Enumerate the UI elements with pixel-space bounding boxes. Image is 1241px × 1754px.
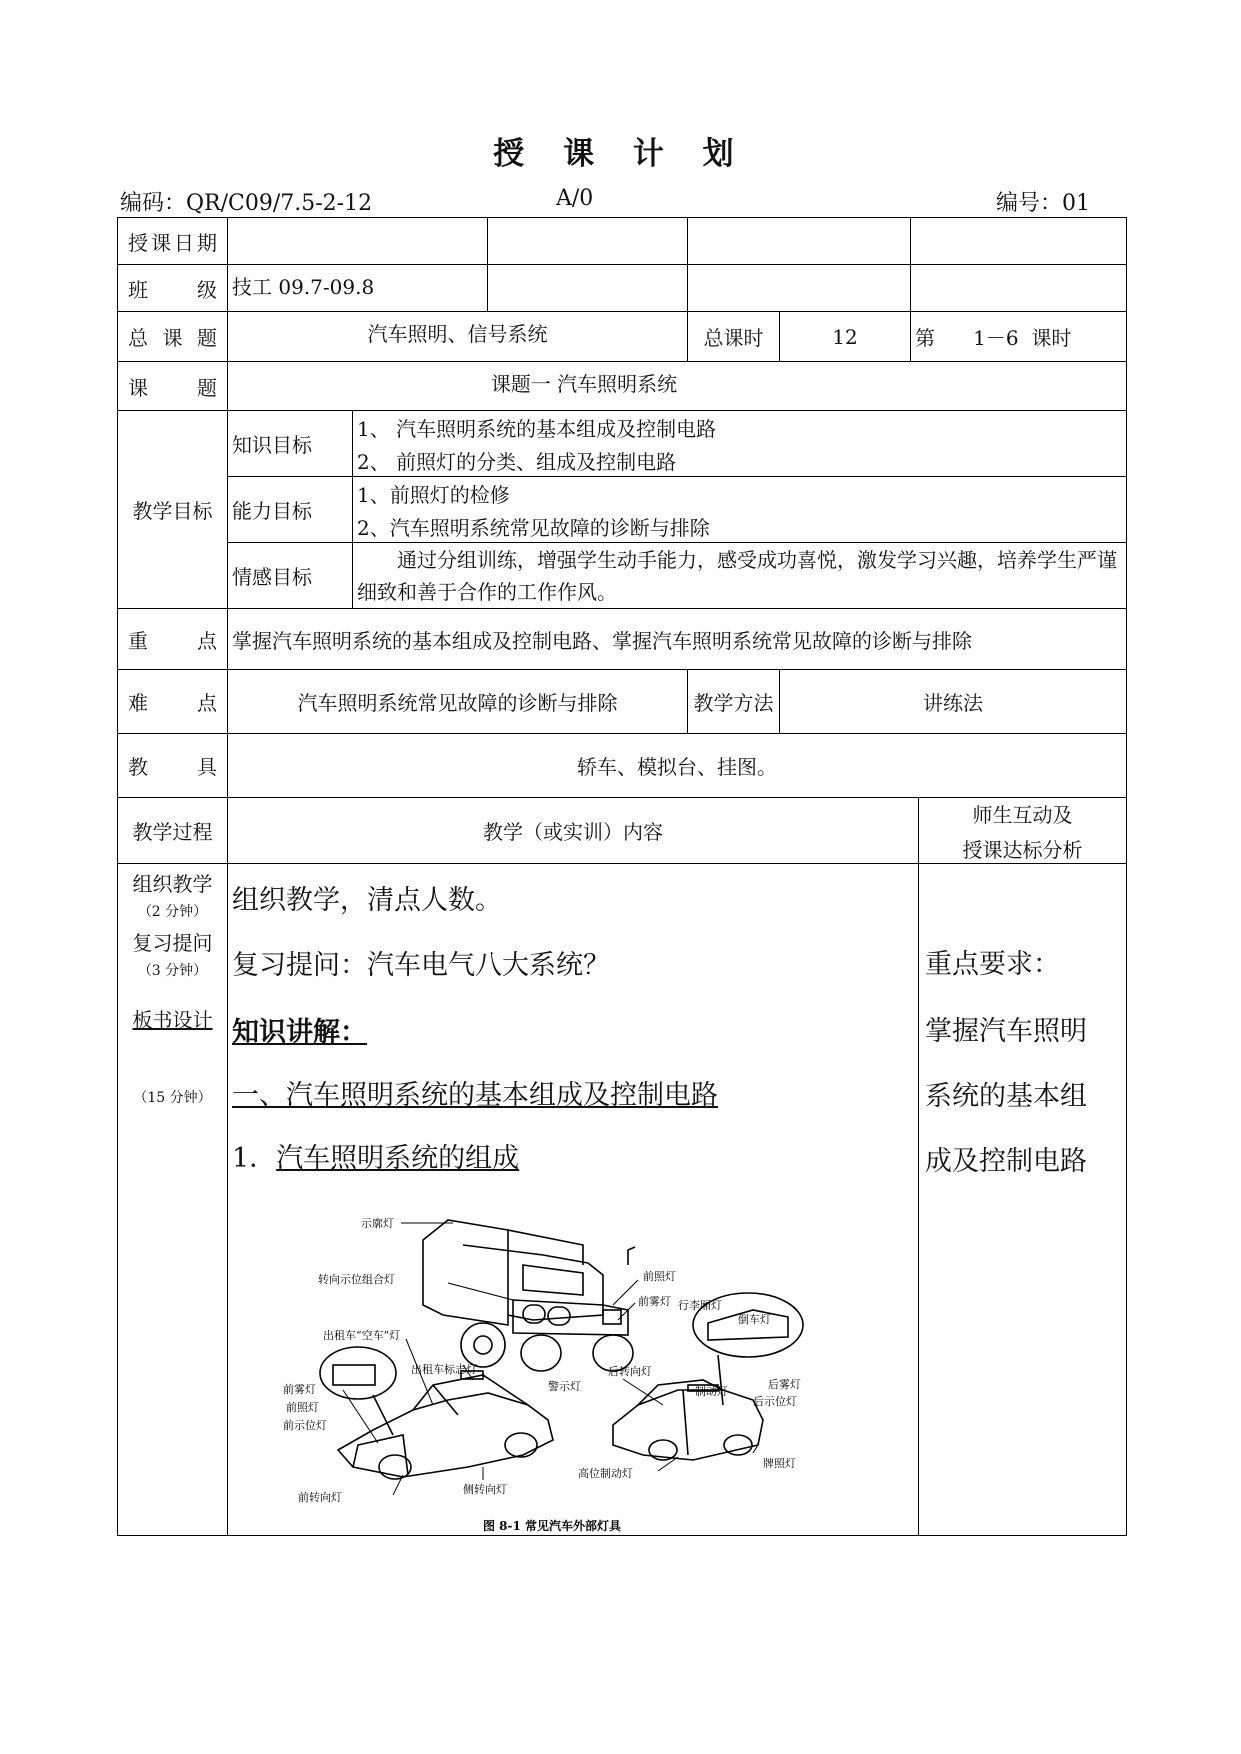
topic-label: 课 题 — [118, 362, 228, 411]
interaction-label-1: 师生互动及 — [972, 802, 1073, 827]
label-reverse: 倒车灯 — [738, 1313, 771, 1326]
date-cell-4 — [911, 218, 1127, 265]
label-car-headlamp: 前照灯 — [286, 1401, 319, 1414]
date-cell-2 — [488, 218, 688, 265]
topic-value: 课题一 汽车照明系统 — [228, 362, 1127, 411]
content-line-4: 一、汽车照明系统的基本组成及控制电路 — [232, 1080, 718, 1111]
process-steps — [118, 864, 228, 1536]
knowledge-label: 知识目标 — [228, 411, 353, 477]
label-turn-combo: 转向示位组合灯 — [318, 1273, 395, 1286]
document-title: 授 课 计 划 — [493, 136, 748, 172]
label-taxi-sign: 出租车标志灯 — [411, 1363, 477, 1376]
knowledge-goal-2: 2、 前照灯的分类、组成及控制电路 — [357, 449, 677, 474]
step-2-time: （3 分钟） — [137, 963, 208, 979]
lesson-content — [228, 864, 919, 1536]
row-topic-total — [118, 312, 1127, 362]
row-key — [118, 609, 1127, 670]
document-version: A/0 — [556, 186, 594, 211]
content-line-2: 复习提问：汽车电气八大系统？ — [232, 950, 610, 981]
interaction-label — [919, 798, 1127, 864]
row-process-body — [118, 864, 1127, 1536]
content-line-5-num: 1． — [232, 1143, 277, 1174]
row-knowledge — [118, 411, 1127, 477]
label-plate: 牌照灯 — [763, 1457, 796, 1470]
date-cell-3 — [688, 218, 911, 265]
document-code: 编码：QR/C09/7.5-2-12 — [120, 191, 373, 216]
label-side-turn: 侧转向灯 — [463, 1483, 507, 1496]
key-label: 重 点 — [118, 609, 228, 670]
class-cell-2 — [488, 265, 688, 312]
analysis-line-1: 掌握汽车照明 — [925, 1016, 1087, 1047]
analysis-title: 重点要求： — [925, 949, 1060, 980]
label-car-front-fog: 前雾灯 — [283, 1383, 316, 1396]
process-label: 教学过程 — [118, 798, 228, 864]
document-number: 编号：01 — [996, 191, 1090, 216]
label-taxi-empty: 出租车“空车”灯 — [323, 1329, 401, 1342]
ability-goal-1: 1、前照灯的检修 — [357, 482, 510, 507]
row-date — [118, 218, 1127, 265]
content-label: 教学（或实训）内容 — [228, 798, 919, 864]
content-line-1: 组织教学，清点人数。 — [232, 885, 502, 916]
content-line-5 — [232, 1136, 914, 1175]
analysis — [919, 864, 1127, 1536]
label-rear-marker: 后示位灯 — [753, 1395, 797, 1408]
key-value: 掌握汽车照明系统的基本组成及控制电路、掌握汽车照明系统常见故障的诊断与排除 — [228, 609, 1127, 670]
lesson-suffix: 课时 — [1031, 326, 1072, 350]
lesson-range: 1－6 — [973, 326, 1019, 350]
step-1-time: （2 分钟） — [137, 904, 208, 920]
row-difficulty — [118, 670, 1127, 734]
step-3-time: （15 分钟） — [133, 1090, 212, 1106]
label-rear-turn: 后转向灯 — [608, 1365, 652, 1378]
label-front-turn: 前转向灯 — [298, 1491, 342, 1504]
label-warning: 警示灯 — [548, 1380, 581, 1393]
truck-drawing — [423, 1220, 635, 1371]
ability-goal-2: 2、汽车照明系统常见故障的诊断与排除 — [357, 515, 710, 540]
label-front-marker: 前示位灯 — [283, 1419, 327, 1432]
difficulty-value: 汽车照明系统常见故障的诊断与排除 — [228, 670, 688, 734]
class-value: 技工 09.7-09.8 — [228, 265, 488, 312]
content-line-5-text: 汽车照明系统的组成 — [276, 1143, 520, 1174]
emotion-goal: 通过分组训练，增强学生动手能力，感受成功喜悦，激发学习兴趣，培养学生严谨细致和善于合作的工作作风。 — [353, 543, 1127, 609]
label-trunk: 行李厢灯 — [678, 1299, 722, 1312]
row-ability — [118, 477, 1127, 543]
analysis-line-2: 系统的基本组 — [925, 1081, 1087, 1112]
row-class — [118, 265, 1127, 312]
step-3: 板书设计 — [132, 1008, 213, 1032]
method-label: 教学方法 — [688, 670, 780, 734]
total-hours-label: 总课时 — [688, 312, 780, 362]
figure-caption: 图 8-1 常见汽车外部灯具 — [483, 1519, 622, 1533]
tools-label: 教 具 — [118, 734, 228, 798]
row-process-header — [118, 798, 1127, 864]
lesson-plan-table — [117, 217, 1127, 1536]
date-cell-1 — [228, 218, 488, 265]
date-label: 授课日期 — [118, 218, 228, 265]
knowledge-goals — [353, 411, 1127, 477]
total-hours-value: 12 — [780, 312, 911, 362]
difficulty-label: 难 点 — [118, 670, 228, 734]
emotion-label: 情感目标 — [228, 543, 353, 609]
tools-value: 轿车、模拟台、挂图。 — [228, 734, 1127, 798]
method-value: 讲练法 — [780, 670, 1127, 734]
label-marker: 示廓灯 — [361, 1217, 394, 1230]
label-rear-fog: 后雾灯 — [768, 1378, 801, 1391]
goals-label: 教学目标 — [118, 411, 228, 609]
interaction-label-2: 授课达标分析 — [962, 837, 1083, 862]
ability-goals — [353, 477, 1127, 543]
class-cell-3 — [688, 265, 911, 312]
topic-total-label: 总课题 — [118, 312, 228, 362]
step-2: 复习提问 — [132, 931, 213, 955]
label-high-brake: 高位制动灯 — [578, 1467, 633, 1480]
label-front-fog: 前雾灯 — [638, 1295, 671, 1308]
topic-total-value: 汽车照明、信号系统 — [228, 312, 688, 362]
label-brake: 制动灯 — [695, 1385, 728, 1398]
class-label: 班 级 — [118, 265, 228, 312]
step-1: 组织教学 — [132, 872, 213, 896]
row-tools — [118, 734, 1127, 798]
ability-label: 能力目标 — [228, 477, 353, 543]
lesson-prefix: 第 — [915, 326, 935, 350]
class-cell-4 — [911, 265, 1127, 312]
row-emotion — [118, 543, 1127, 609]
label-headlamp: 前照灯 — [643, 1270, 676, 1283]
content-line-3: 知识讲解： — [232, 1017, 367, 1048]
knowledge-goal-1: 1、 汽车照明系统的基本组成及控制电路 — [357, 416, 717, 441]
lesson-hours — [911, 312, 1127, 362]
row-topic — [118, 362, 1127, 411]
analysis-line-3: 成及控制电路 — [925, 1146, 1087, 1177]
vehicle-lamps-figure — [283, 1205, 863, 1535]
